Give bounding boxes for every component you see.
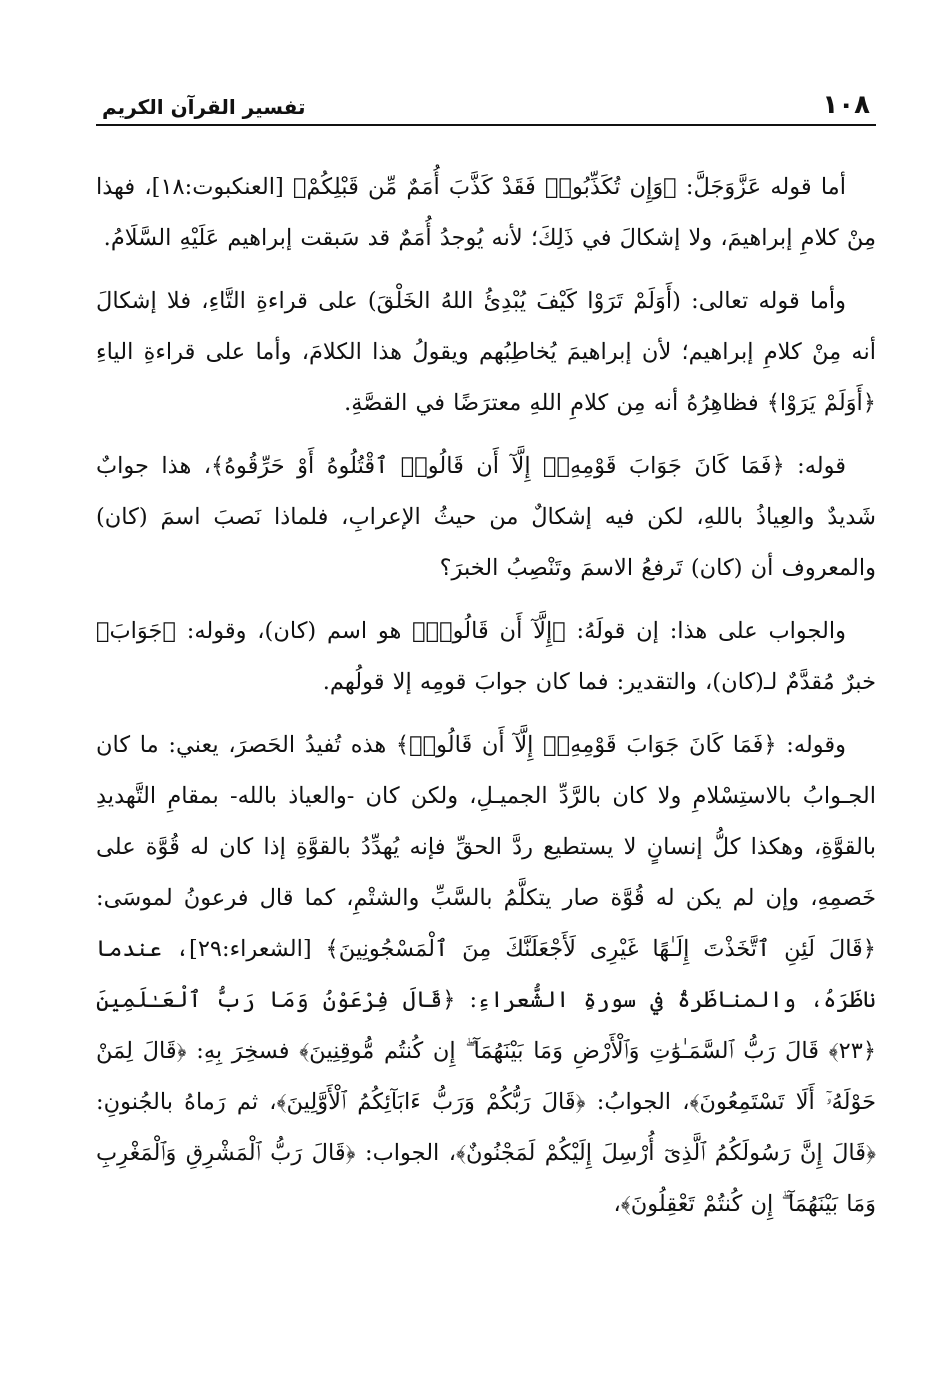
page-number: ١٠٨ (822, 90, 870, 120)
page-body (96, 162, 876, 1230)
paragraph: قوله: ﴿فَمَا كَانَ جَوَابَ قَوْمِهِۦٓ إِلَّآ أَن قَالُوا۟ ٱقْتُلُوهُ أَوْ حَرِّقُوهُ﴾، هذا جوابٌ شَديدٌ والعِياذُ باللهِ، لكن فيه إشكالٌ من حيثُ الإعرابِ، فلماذا نَصبَ اسمَ (كان) والمعروف أن (كان) تَرفعُ الاسمَ وتَنْصِبُ الخبرَ؟ (96, 453, 876, 581)
paragraph: وأما قوله تعالى: (أَوَلَمْ تَرَوْا كَيْفَ يُبْدِئُ اللهُ الخَلْقَ) على قراءةِ التَّاءِ، فلا إشكالَ أنه مِنْ كلامِ إبراهيم؛ لأن إبراهيمَ يُخاطِبُهم ويقولُ هذا الكلامَ، وأما على قراءةِ الياءِ ﴿أَوَلَمْ يَرَوْا﴾ فظاهِرُهُ أنه مِن كلامِ اللهِ معترَضًا في القصَّةِ. (96, 288, 876, 416)
book-page (96, 84, 876, 1230)
page-header (96, 84, 876, 126)
paragraph: والجواب على هذا: إن قولَهُ: ﴿إِلَّآ أَن قَالُوا۟﴾ هو اسم (كان)، وقوله: ﴿جَوَابَ﴾ خبرٌ مُقدَّمٌ لـ(كان)، والتقدير: فما كان جوابَ قومِه إلا قولُهم. (96, 618, 876, 695)
paragraph: وقوله: ﴿فَمَا كَانَ جَوَابَ قَوْمِهِۦٓ إِلَّآ أَن قَالُوا۟﴾ هذه تُفيدُ الحَصرَ، يعني: ما كان الجـوابُ بالاستِسْلامِ ولا كان بالرَّدِّ الجميـلِ، ولكن كان -والعياذ بالله- بمقامِ التَّهديدِ بالقوَّةِ، وهكذا كلُّ إنسانٍ لا يستطيع ردَّ الحقِّ فإنه يُهدِّدُ بالقوَّةِ إذا كان له قُوَّة على خَصمِهِ، وإن لم يكن له قُوَّة صار يتكلَّمُ بالسَّبِّ والشتْمِ، كما قال فرعونُ لموسَى: ﴿قَالَ لَئِنِ ٱتَّخَذْتَ إِلَـٰهًا غَيْرِى لَأَجْعَلَنَّكَ مِنَ ٱلْمَسْجُونِينَ﴾ [الشعراء:٢٩]، عندما ناظَرَهُ، والمناظَرةُ في سورةِ الشُّعراءِ: ﴿قَالَ فِرْعَوْنُ وَمَا رَبُّ ٱلْعَـٰلَمِينَ ﴿٢٣﴾ قَالَ رَبُّ ٱلسَّمَـٰوَٰتِ وَٱلْأَرْضِ وَمَا بَيْنَهُمَآ ۖ إِن كُنتُم مُّوقِنِينَ﴾ فسخِرَ بِهِ: ﴿قَالَ لِمَنْ حَوْلَهُۥٓ أَلَا تَسْتَمِعُونَ﴾، الجوابُ: ﴿قَالَ رَبُّكُمْ وَرَبُّ ءَابَآئِكُمُ ٱلْأَوَّلِينَ﴾، ثم رَماهُ بالجُنونِ: ﴿قَالَ إِنَّ رَسُولَكُمُ ٱلَّذِىٓ أُرْسِلَ إِلَيْكُمْ لَمَجْنُونٌ﴾، الجواب: ﴿قَالَ رَبُّ ٱلْمَشْرِقِ وَٱلْمَغْرِبِ وَمَا بَيْنَهُمَآ ۖ إِن كُنتُمْ تَعْقِلُونَ﴾، (96, 732, 876, 1217)
paragraph: أما قوله عَزَّوَجَلَّ: ﴿وَإِن تُكَذِّبُوا۟ فَقَدْ كَذَّبَ أُمَمٌ مِّن قَبْلِكُمْ﴾ [العنكبوت:١٨]، فهذا مِنْ كلامِ إبراهيمَ، ولا إشكالَ في ذَلِكَ؛ لأنه يُوجدُ أُمَمٌ قد سَبقت إبراهيم عَلَيْهِ السَّلَامُ. (96, 174, 876, 251)
book-title: تفسير القرآن الكريم (102, 95, 306, 119)
